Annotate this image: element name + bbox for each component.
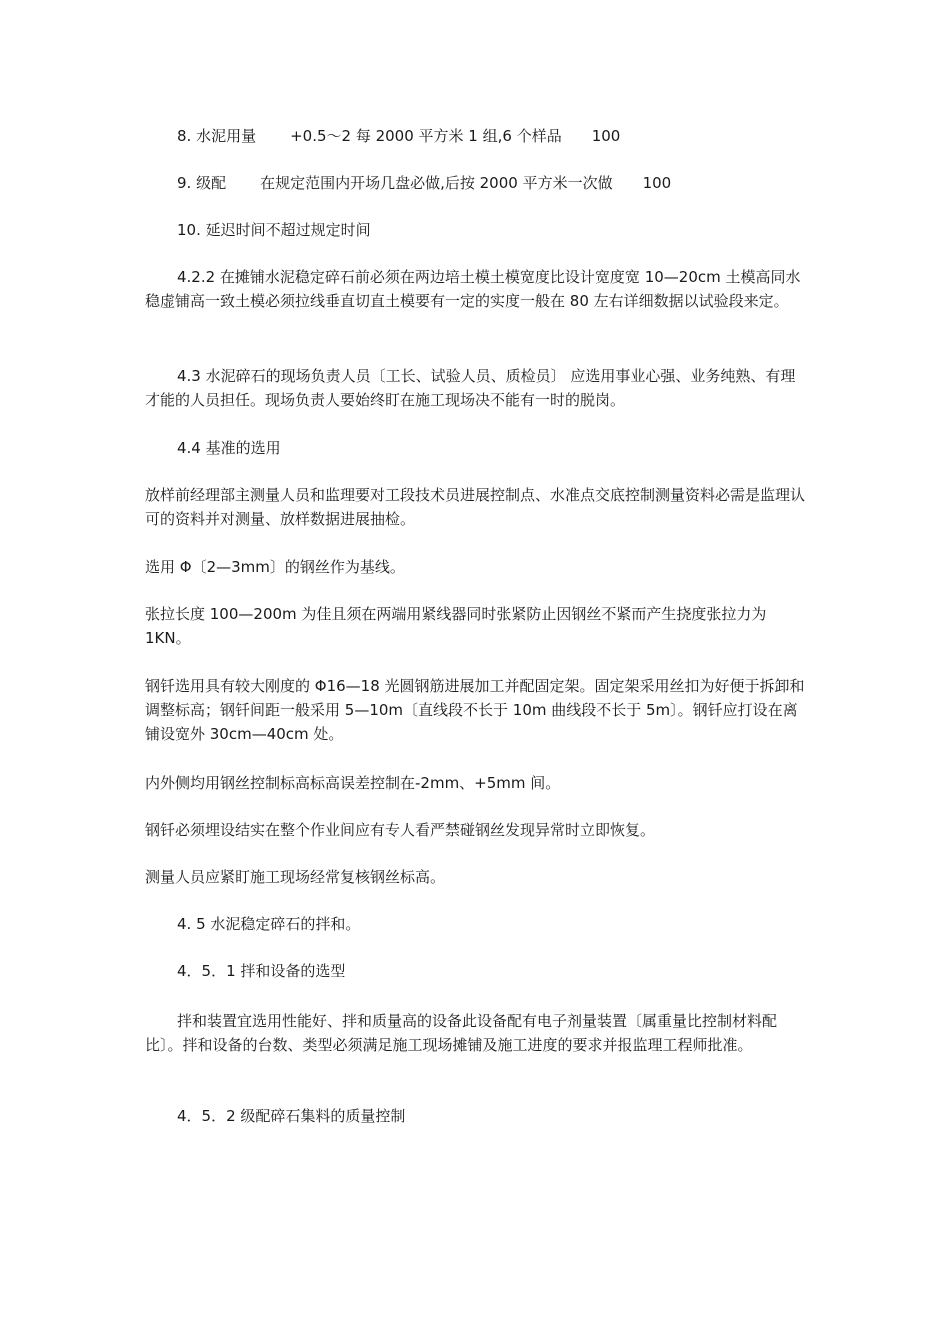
- item-label: 8. 水泥用量: [177, 127, 257, 145]
- item-value: 100: [642, 174, 672, 192]
- paragraph-4-3: 4.3 水泥碎石的现场负责人员〔工长、试验人员、质检员〕 应选用事业心强、业务纯熟、有理才能的人员担任。现场负责人要始终盯在施工现场决不能有一时的脱岗。: [145, 367, 796, 409]
- paragraph-cement-dosage: [145, 124, 810, 148]
- item-label: 9. 级配: [177, 174, 227, 192]
- item-value: 100: [591, 127, 621, 145]
- heading-4-4: 4.4 基准的选用: [177, 439, 281, 457]
- item-requirement: 在规定范围内开场几盘必做,后按 2000 平方米一次做: [260, 174, 613, 192]
- paragraph-pin-burial: 钢钎必须埋设结实在整个作业间应有专人看严禁碰钢丝发现异常时立即恢复。: [145, 821, 656, 839]
- paragraph-steel-wire: 选用 Φ〔2—3mm〕的钢丝作为基线。: [145, 558, 405, 576]
- item-requirement: +0.5～2 每 2000 平方米 1 组,6 个样品: [290, 127, 562, 145]
- paragraph-mixing-equipment: 拌和装置宜选用性能好、拌和质量高的设备此设备配有电子剂量装置〔属重量比控制材料配比〕。拌和设备的台数、类型必须满足施工现场摊铺及施工进度的要求并报监理工程师批准。: [145, 1012, 778, 1054]
- paragraph-steel-pins: 钢钎选用具有较大刚度的 Φ16—18 光圆钢筋进展加工并配固定架。固定架采用丝扣为好便于拆卸和调整标高；钢钎间距一般采用 5—10m〔直线段不长于 10m 曲线段不长于 5m〕。钢钎应打设在离铺设宽外 30cm—40cm 处。: [145, 677, 805, 743]
- paragraph-gradation: [145, 171, 810, 195]
- heading-4-5-1: 4．5．1 拌和设备的选型: [177, 962, 346, 980]
- heading-4-5-2: 4．5．2 级配碎石集料的质量控制: [177, 1107, 406, 1125]
- paragraph-tension-length: 张拉长度 100—200m 为佳且须在两端用紧线器同时张紧防止因钢丝不紧而产生挠度张拉力为 1KN。: [145, 605, 767, 647]
- paragraph-survey-recheck: 测量人员应紧盯施工现场经常复核钢丝标高。: [145, 868, 446, 886]
- paragraph-layout-survey: 放样前经理部主测量人员和监理要对工段技术员进展控制点、水准点交底控制测量资料必需是监理认可的资料并对测量、放样数据进展抽检。: [145, 486, 806, 528]
- paragraph-4-2-2: 4.2.2 在摊铺水泥稳定碎石前必须在两边培土模土模宽度比设计宽度宽 10—20cm 土模高同水稳虚铺高一致土模必须拉线垂直切直土模要有一定的实度一般在 80 左右详细数据以试验段来定。: [145, 268, 801, 310]
- paragraph-elevation-control: 内外侧均用钢丝控制标高标高误差控制在-2mm、+5mm 间。: [145, 774, 561, 792]
- heading-4-5: 4. 5 水泥稳定碎石的拌和。: [177, 915, 361, 933]
- paragraph-delay-time: 10. 延迟时间不超过规定时间: [177, 221, 371, 239]
